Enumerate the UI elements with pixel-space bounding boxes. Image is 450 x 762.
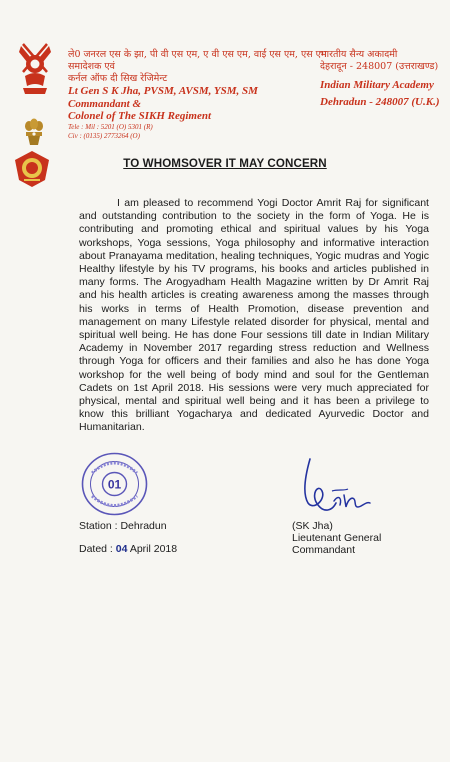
letterhead-hindi-role: समादेशक एवं — [68, 61, 115, 72]
ashoka-emblem-icon — [22, 118, 46, 148]
letterhead-civ: Civ : (0135) 2773264 (O) — [68, 131, 140, 140]
letterhead-hindi-colonel: कर्नल ऑफ दी सिख रेजिमेन्ट — [68, 73, 168, 84]
letterhead-tele: Tele : Mil : 5201 (O) 5301 (R) — [68, 122, 153, 131]
date-value: April 2018 — [129, 543, 178, 555]
letterhead-name: Lt Gen S K Jha, PVSM, AVSM, YSM, SM — [68, 85, 258, 97]
letterhead-role: Commandant & — [68, 97, 142, 110]
letterhead-address: Dehradun - 248007 (U.K.) — [320, 95, 440, 108]
station-label: Station : — [79, 520, 118, 532]
letterhead-right — [320, 49, 445, 108]
station-line — [79, 520, 167, 532]
date-line — [79, 543, 177, 555]
stamp-number: 01 — [107, 477, 122, 492]
signature-icon — [288, 455, 388, 520]
letter-heading: TO WHOMSOVER IT MAY CONCERN — [123, 157, 327, 170]
signatory-title: Commandant — [292, 544, 356, 556]
letterhead-left — [68, 49, 327, 141]
date-label: Dated : — [79, 543, 113, 555]
letterhead-hindi-academy: भारतीय सैन्य अकादमी — [320, 49, 398, 60]
letterhead-hindi-name: ले0 जनरल एस के झा, पी वी एस एम, ए वी एस एम, वाई एस एम, एस एम — [68, 49, 327, 60]
signatory-rank: Lieutenant General — [292, 532, 382, 544]
official-stamp-icon — [80, 451, 149, 517]
letterhead-hindi-address: देहरादून - 248007 (उत्तराखण्ड) — [320, 61, 439, 72]
letter-body: I am pleased to recommend Yogi Doctor Amrit Raj for significant and outstanding contribution to the society in the form of Yoga. He is contributing and promoting ethical and spiritual values by his Yoga workshops, Yoga sessions, Yoga philosophy and informative interaction about Pranayama meditation, healing techniques, Yogic mudras and Yogic Healthy lifestyle by his TV programs, his books and articles published in many forms. The Arogyadham Health Magazine written by Dr Amrit Raj and his health articles is creating awareness among the masses through his works in terms of Health Promotion, disease prevention and management on many Lifestyle related disorder for physical, mental and spiritual well being. He has done Four sessions till date in Indian Military Academy in November 2017 regarding stress reduction and Wellness through Yoga for officers and their families and also he has done Yoga workshop for the well being of body mind and soul for the Gentleman Cadets on 1st April 2018. His sessions were very much appreciated for physical, mental and spiritual well being and it has been a privilege to know this brilliant Yogacharya and dedicated Ayurvedic Doctor and Humanitarian. — [79, 197, 429, 434]
letterhead-academy: Indian Military Academy — [320, 79, 434, 91]
station-value: Dehradun — [120, 520, 167, 532]
date-day: 04 — [115, 543, 128, 555]
letterhead-colonel: Colonel of The SIKH Regiment — [68, 110, 212, 122]
signatory-name: (SK Jha) — [292, 520, 333, 532]
army-crest-icon — [17, 42, 53, 96]
